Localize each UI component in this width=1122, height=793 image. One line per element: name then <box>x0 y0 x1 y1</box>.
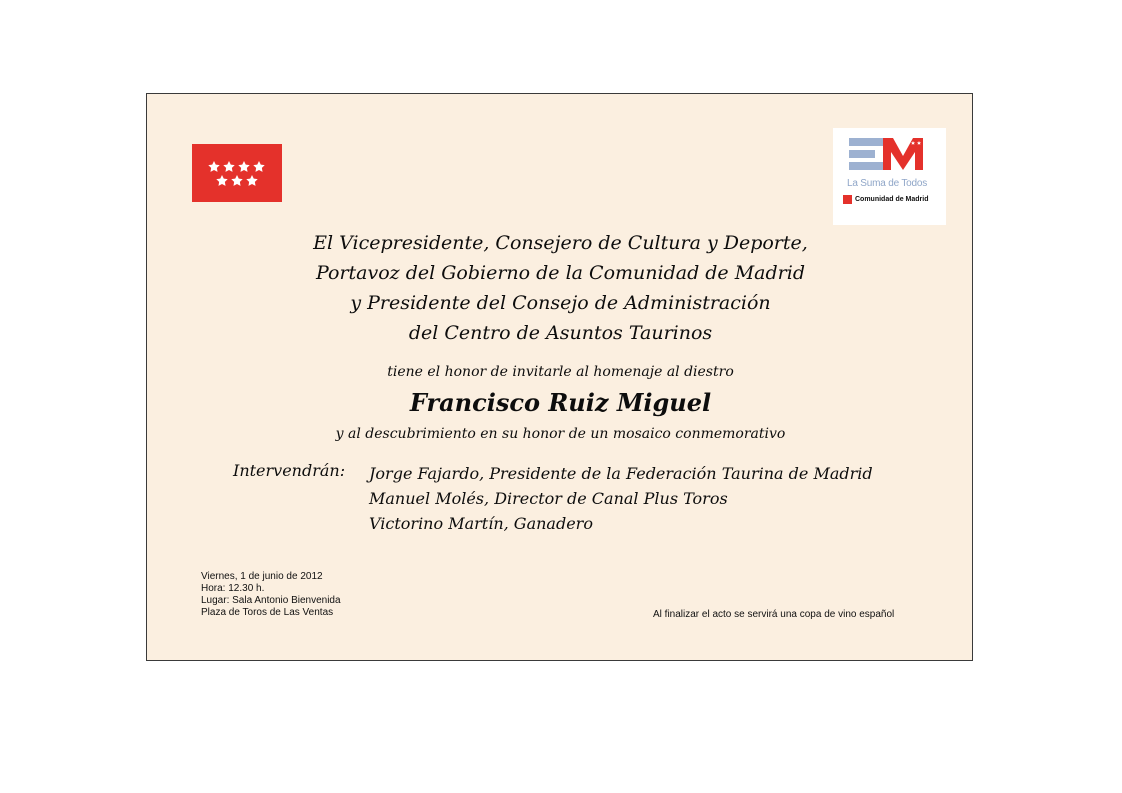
madrid-flag-icon <box>192 144 282 202</box>
logo-org-name: Comunidad de Madrid <box>855 196 929 203</box>
event-date: Viernes, 1 de junio de 2012 <box>201 571 323 582</box>
honoree-name: Francisco Ruiz Miguel <box>409 388 712 417</box>
invitation-card <box>146 93 973 661</box>
headline-line: del Centro de Asuntos Taurinos <box>408 322 713 344</box>
speakers-label: Intervendrán: <box>233 461 346 480</box>
invite-line: tiene el honor de invitarle al homenaje al diestro <box>387 364 734 380</box>
headline-line: El Vicepresidente, Consejero de Cultura y Deporte, <box>313 232 808 254</box>
invitation-headline <box>147 228 974 348</box>
event-venue: Lugar: Sala Antonio Bienvenida <box>201 595 341 606</box>
speaker-item: Jorge Fajardo, Presidente de la Federación Taurina de Madrid <box>369 464 873 483</box>
event-details <box>201 571 341 619</box>
event-time: Hora: 12.30 h. <box>201 583 265 594</box>
comunidad-madrid-logo <box>833 128 946 225</box>
logo-slogan: La Suma de Todos <box>847 178 928 189</box>
event-location: Plaza de Toros de Las Ventas <box>201 607 334 618</box>
mosaic-line: y al descubrimiento en su honor de un mosaico conmemorativo <box>335 426 786 442</box>
headline-line: y Presidente del Consejo de Administración <box>350 292 771 314</box>
headline-line: Portavoz del Gobierno de la Comunidad de Madrid <box>316 262 805 284</box>
mini-flag-icon <box>843 195 852 204</box>
speaker-item: Victorino Martín, Ganadero <box>369 514 593 533</box>
footer-note: Al finalizar el acto se servirá una copa de vino español <box>653 609 895 620</box>
speakers-list <box>369 461 873 536</box>
speaker-item: Manuel Molés, Director de Canal Plus Toros <box>369 489 728 508</box>
